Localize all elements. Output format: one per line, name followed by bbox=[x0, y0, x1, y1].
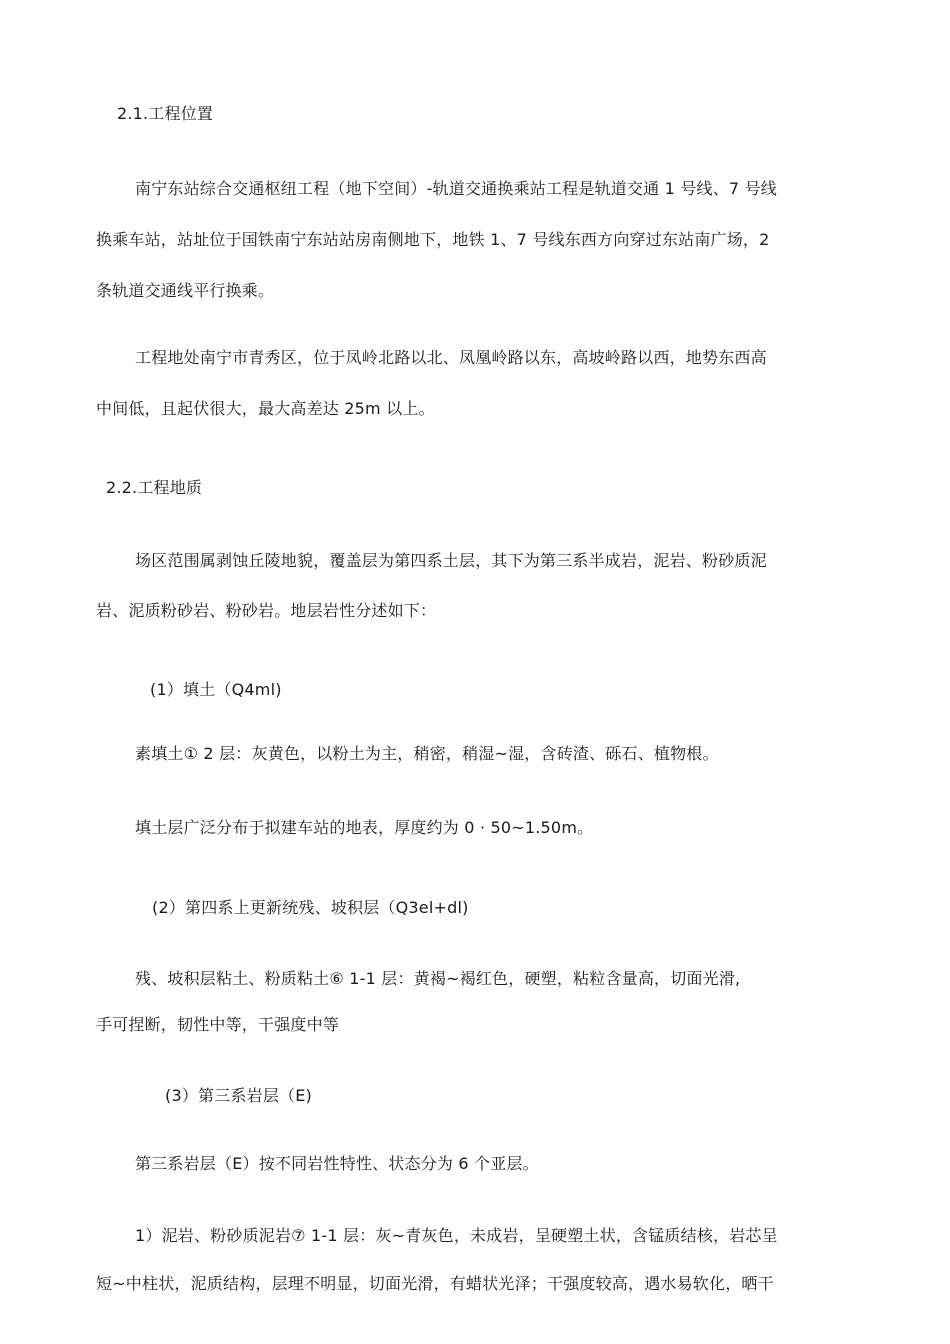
paragraph-line: 条轨道交通线平行换乘。 bbox=[96, 281, 275, 300]
paragraph-line: 场区范围属剥蚀丘陵地貌，覆盖层为第四系土层，其下为第三系半成岩，泥岩、粉砂质泥 bbox=[135, 551, 767, 570]
paragraph-line: 素填土① 2 层：灰黄色，以粉土为主，稍密，稍湿~湿，含砖渣、砾石、植物根。 bbox=[135, 744, 719, 763]
list-item-line: 短~中柱状，泥质结构，层理不明显，切面光滑，有蜡状光泽；干强度较高，遇水易软化，晒干 bbox=[96, 1274, 774, 1293]
paragraph-line: 岩、泥质粉砂岩、粉砂岩。地层岩性分述如下： bbox=[96, 601, 437, 620]
subsection-title-fill: (1）填土（Q4ml) bbox=[150, 680, 282, 699]
paragraph-line: 工程地处南宁市青秀区，位于凤岭北路以北、凤凰岭路以东，高坡岭路以西，地势东西高 bbox=[135, 348, 767, 367]
subsection-title-quaternary: (2）第四系上更新统残、坡积层（Q3el+dl) bbox=[152, 898, 469, 917]
paragraph-line: 南宁东站综合交通枢纽工程（地下空间）-轨道交通换乘站工程是轨道交通 1 号线、7 号线 bbox=[135, 179, 777, 198]
paragraph-line: 填土层广泛分布于拟建车站的地表，厚度约为 0 · 50~1.50m。 bbox=[135, 818, 594, 837]
paragraph-line: 换乘车站，站址位于国铁南宁东站站房南侧地下，地铁 1、7 号线东西方向穿过东站南广场，2 bbox=[96, 230, 770, 249]
paragraph-line: 手可捏断，韧性中等，干强度中等 bbox=[96, 1015, 340, 1034]
paragraph-line: 中间低，且起伏很大，最大高差达 25m 以上。 bbox=[96, 399, 435, 418]
section-heading-geology: 2.2.工程地质 bbox=[106, 478, 203, 497]
subsection-title-tertiary: (3）第三系岩层（E) bbox=[165, 1086, 312, 1105]
list-item-line: 1）泥岩、粉砂质泥岩⑦ 1-1 层：灰~青灰色，未成岩，呈硬塑土状，含锰质结核，岩芯呈 bbox=[135, 1226, 778, 1245]
paragraph-line: 第三系岩层（E）按不同岩性特性、状态分为 6 个亚层。 bbox=[135, 1154, 539, 1173]
section-heading-location: 2.1.工程位置 bbox=[117, 104, 214, 123]
paragraph-line: 残、坡积层粘土、粉质粘土⑥ 1-1 层：黄褐~褐红色，硬塑，粘粒含量高，切面光滑, bbox=[135, 969, 741, 988]
